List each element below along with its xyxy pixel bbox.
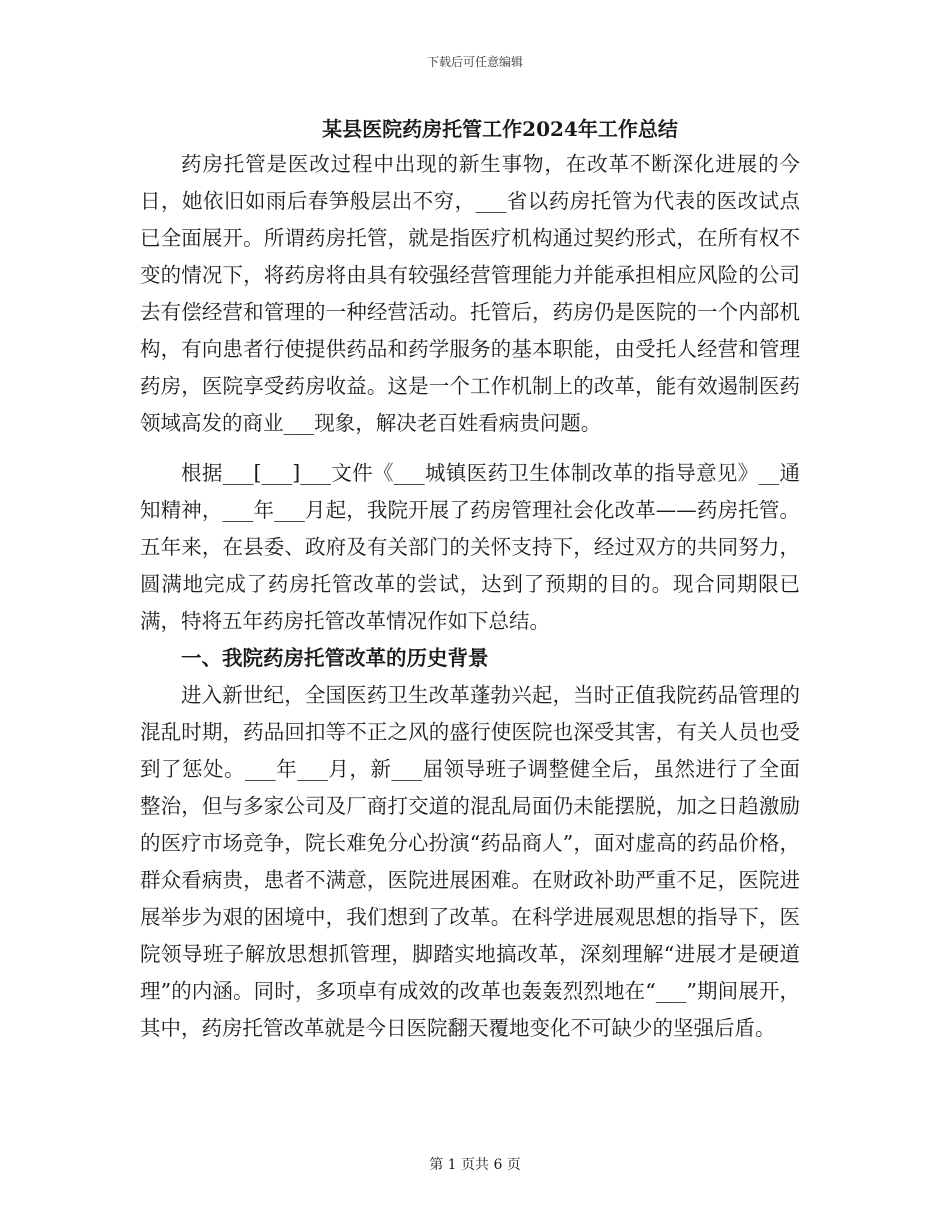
section-heading: 一、我院药房托管改革的历史背景 — [181, 646, 489, 670]
document-body — [140, 146, 800, 1047]
page-number: 第 1 页共 6 页 — [429, 1157, 521, 1173]
document-title: 某县医院药房托管工作2024年工作总结 — [322, 117, 678, 141]
paragraph-basis: 根据___[___]___文件《___城镇医药卫生体制改革的指导意见》__通知精神，___年___月起，我院开展了药房管理社会化改革——药房托管。五年来，在县委、政府及有关部门的关怀支持下，经过双方的共同努力，圆满地完成了药房托管改革的尝试，达到了预期的目的。现合同期限已满，特将五年药房托管改革情况作如下总结。 — [140, 461, 800, 633]
paragraph-intro: 药房托管是医改过程中出现的新生事物，在改革不断深化进展的今日，她依旧如雨后春笋般层出不穷，___省以药房托管为代表的医改试点已全面展开。所谓药房托管，就是指医疗机构通过契约形式，在所有权不变的情况下，将药房将由具有较强经营管理能力并能承担相应风险的公司去有偿经营和管理的一种经营活动。托管后，药房仍是医院的一个内部机构，有向患者行使提供药品和药学服务的基本职能，由受托人经营和管理药房，医院享受药房收益。这是一个工作机制上的改革，能有效遏制医药领域高发的商业___现象，解决老百姓看病贵问题。 — [140, 152, 800, 435]
paragraph-background: 进入新世纪，全国医药卫生改革蓬勃兴起，当时正值我院药品管理的混乱时期，药品回扣等不正之风的盛行使医院也深受其害，有关人员也受到了惩处。___年___月，新___届领导班子调整健全后，虽然进行了全面整治，但与多家公司及厂商打交道的混乱局面仍未能摆脱，加之日趋激励的医疗市场竞争，院长难免分心扮演“药品商人”，面对虚高的药品价格，群众看病贵，患者不满意，医院进展困难。在财政补助严重不足，医院进展举步为艰的困境中，我们想到了改革。在科学进展观思想的指导下，医院领导班子解放思想抓管理，脚踏实地搞改革，深刻理解“进展才是硬道理”的内涵。同时，多项卓有成效的改革也轰轰烈烈地在“___”期间展开，其中，药房托管改革就是今日医院翻天覆地变化不可缺少的坚强后盾。 — [140, 683, 800, 1040]
header-note: 下载后可任意编辑 — [426, 55, 523, 69]
